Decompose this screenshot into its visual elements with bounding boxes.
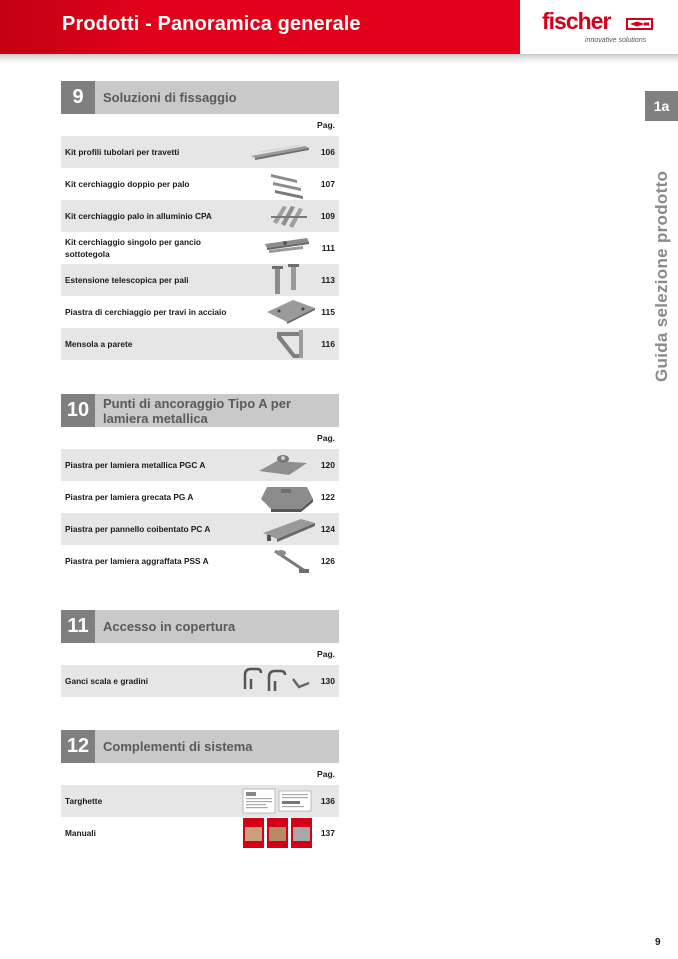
page-column-header: Pag. (317, 769, 335, 779)
section-number: 9 (61, 81, 95, 114)
page-ref: 111 (321, 243, 335, 253)
section-header (61, 610, 339, 643)
manuals-icon (241, 817, 313, 849)
tubular-profile-icon (247, 136, 313, 168)
page-ref: 115 (321, 307, 335, 317)
product-name: Mensola a parete (65, 339, 133, 349)
product-name: Piastra per lamiera metallica PGC A (65, 460, 206, 470)
section-10 (61, 394, 339, 577)
pc-plate-icon (261, 513, 317, 545)
product-row[interactable] (61, 545, 339, 577)
product-row[interactable] (61, 232, 339, 264)
pss-plate-icon (269, 545, 313, 577)
product-name: Targhette (65, 796, 103, 806)
product-row[interactable] (61, 264, 339, 296)
section-number: 12 (61, 730, 95, 763)
product-row[interactable] (61, 328, 339, 360)
product-name: Kit profili tubolari per travetti (65, 147, 180, 157)
page-column-header: Pag. (317, 120, 335, 130)
aluminium-clamp-icon (267, 200, 311, 232)
wall-bracket-icon (273, 328, 309, 360)
page-column-header: Pag. (317, 433, 335, 443)
chapter-tab[interactable]: 1a (645, 91, 678, 121)
page-ref: 107 (320, 179, 335, 189)
product-row[interactable] (61, 296, 339, 328)
page-header (0, 0, 678, 54)
page-ref: 136 (320, 796, 335, 806)
section-header (61, 81, 339, 114)
product-name: Piastra per lamiera grecata PG A (65, 492, 194, 502)
logo-tagline: innovative solutions (585, 37, 647, 44)
section-header (61, 394, 339, 427)
product-row[interactable] (61, 449, 339, 481)
product-name: Kit cerchiaggio singolo per gancio sottotegola (65, 237, 201, 259)
product-row[interactable] (61, 665, 339, 697)
product-row[interactable] (61, 481, 339, 513)
page-ref: 116 (321, 339, 335, 349)
product-name: Piastra per lamiera aggraffata PSS A (65, 556, 209, 566)
double-clamp-icon (267, 168, 307, 200)
side-section-label: Guida selezione prodotto (652, 170, 671, 382)
ladder-hooks-icon (239, 665, 313, 697)
logo-wordmark: fischer (542, 8, 611, 34)
pg-plate-icon (257, 481, 315, 513)
page-ref: 130 (320, 676, 335, 686)
section-title: Complementi di sistema (103, 739, 253, 754)
page-ref: 106 (320, 147, 335, 157)
header-shadow (0, 54, 678, 64)
page-number: 9 (655, 937, 661, 948)
product-name: Kit cerchiaggio palo in alluminio CPA (65, 211, 212, 221)
page-ref: 126 (320, 556, 335, 566)
product-name: Estensione telescopica per pali (65, 275, 189, 285)
page-ref: 124 (320, 524, 335, 534)
pgc-plate-icon (257, 449, 311, 481)
section-number: 11 (61, 610, 95, 643)
product-row[interactable] (61, 168, 339, 200)
section-title: Accesso in copertura (103, 619, 236, 634)
section-12 (61, 730, 339, 849)
page-ref: 137 (320, 828, 335, 838)
labels-icon (241, 785, 313, 817)
product-row[interactable] (61, 200, 339, 232)
product-row[interactable] (61, 513, 339, 545)
telescopic-extension-icon (269, 264, 305, 296)
product-name: Ganci scala e gradini (65, 676, 149, 686)
page-ref: 109 (320, 211, 335, 221)
logo-badge-icon (626, 18, 653, 30)
section-title: Soluzioni di fissaggio (103, 90, 237, 105)
section-title: Punti di ancoraggio Tipo A per lamiera metallica (103, 395, 292, 426)
section-11 (61, 610, 339, 697)
brand-logo (520, 0, 678, 54)
section-9 (61, 81, 339, 360)
product-row[interactable] (61, 785, 339, 817)
steel-beam-plate-icon (265, 296, 317, 328)
page-title: Prodotti - Panoramica generale (62, 13, 361, 35)
product-name: Piastra di cerchiaggio per travi in acciaio (65, 307, 227, 317)
section-number: 10 (61, 394, 95, 427)
product-name: Manuali (65, 828, 96, 838)
product-name: Kit cerchiaggio doppio per palo (65, 179, 190, 189)
page-ref: 113 (321, 275, 335, 285)
page-ref: 122 (320, 492, 335, 502)
single-clamp-icon (263, 232, 313, 264)
product-name: Piastra per pannello coibentato PC A (65, 524, 211, 534)
page-ref: 120 (320, 460, 335, 470)
page-column-header: Pag. (317, 649, 335, 659)
product-row[interactable] (61, 817, 339, 849)
product-row[interactable] (61, 136, 339, 168)
section-header (61, 730, 339, 763)
